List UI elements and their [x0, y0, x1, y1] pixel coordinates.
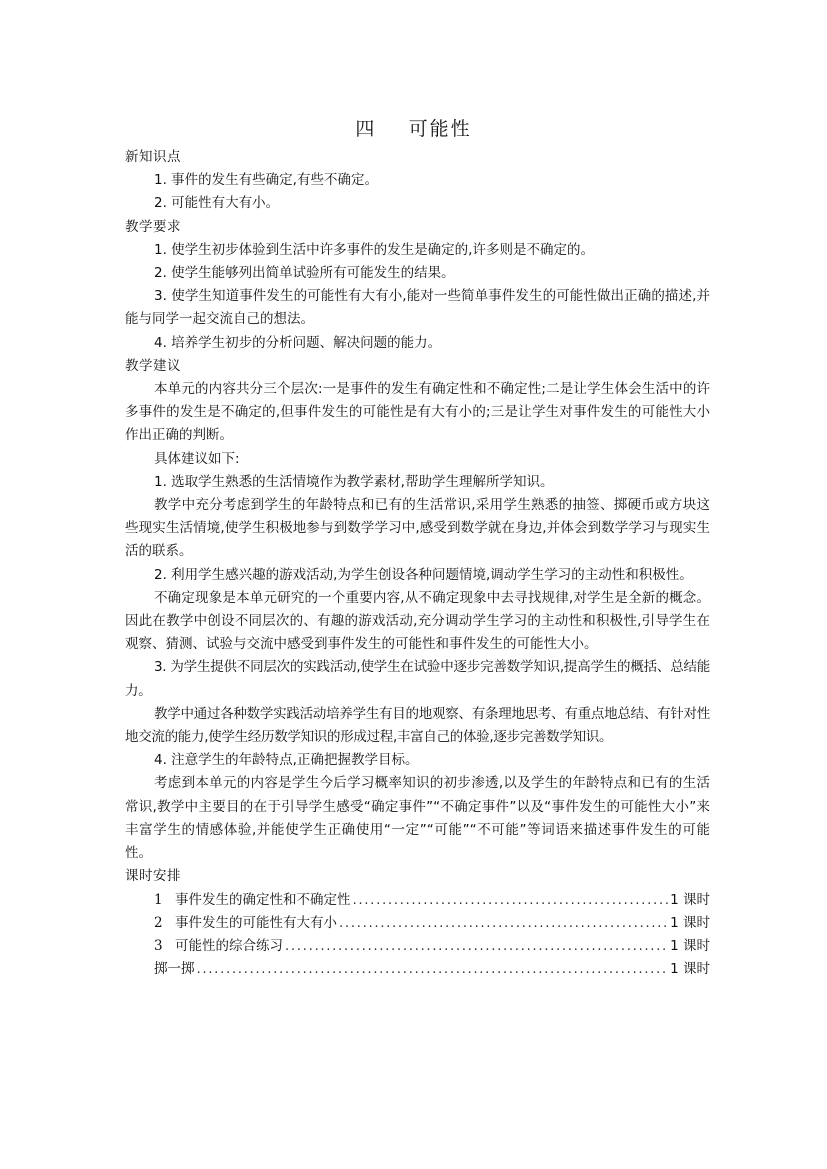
schedule-row-hours: 1 课时: [670, 914, 710, 931]
suggestion-paragraph: 4. 注意学生的年龄特点,正确把握教学目标。: [154, 752, 419, 769]
section-heading-schedule: 课时安排: [125, 868, 181, 885]
document-body: [125, 146, 710, 981]
requirement-item: 1. 使学生初步体验到生活中许多事件的发生是确定的,许多则是不确定的。: [154, 241, 594, 258]
section-heading-requirements: 教学要求: [125, 218, 181, 235]
schedule-row: [125, 912, 710, 935]
suggestion-paragraph: 2. 利用学生感兴趣的游戏活动,为学生创设各种问题情境,调动学生学习的主动性和积极性。: [154, 566, 693, 583]
page-title: 四 可能性: [355, 118, 472, 140]
schedule-row-hours: 1 课时: [670, 937, 710, 954]
knowledge-item: 1. 事件的发生有些确定,有些不确定。: [154, 172, 378, 189]
section-suggestions: [125, 355, 710, 865]
suggestion-paragraph: 考虑到本单元的内容是学生今后学习概率知识的初步渗透,以及学生的年龄特点和已有的生活常识,教学中主要目的在于引导学生感受“确定事件”“不确定事件”以及“事件发生的可能性大小”来丰富学生的情感体验,并能使学生正确使用“一定”“可能”“不可能”等词语来描述事件发生的可能性。: [125, 775, 710, 862]
schedule-row-title: 事件发生的可能性有大有小: [175, 914, 337, 931]
requirement-item: 2. 使学生能够列出简单试验所有可能发生的结果。: [154, 265, 455, 282]
suggestion-paragraph: 1. 选取学生熟悉的生活情境作为教学素材,帮助学生理解所学知识。: [154, 473, 554, 490]
schedule-row-title: 事件发生的确定性和不确定性: [175, 891, 351, 908]
schedule-row-title: 掷一掷: [154, 961, 195, 978]
schedule-row-number: 2: [154, 914, 163, 931]
schedule-row-hours: 1 课时: [670, 961, 710, 978]
knowledge-item: 2. 可能性有大有小。: [154, 195, 280, 212]
schedule-row: [125, 958, 710, 981]
suggestion-paragraph: 具体建议如下:: [154, 450, 240, 467]
section-knowledge: [125, 146, 710, 216]
section-heading-knowledge: 新知识点: [125, 149, 181, 165]
schedule-row: [125, 889, 710, 912]
section-schedule: [125, 865, 710, 981]
requirement-item: 4. 培养学生初步的分析问题、解决问题的能力。: [154, 334, 442, 351]
requirement-item: 3. 使学生知道事件发生的可能性有大有小,能对一些简单事件发生的可能性做出正确的描述,并能与同学一起交流自己的想法。: [125, 288, 710, 328]
schedule-row-title: 可能性的综合练习: [175, 937, 283, 954]
suggestion-paragraph: 教学中充分考虑到学生的年龄特点和已有的生活常识,采用学生熟悉的抽签、掷硬币或方块这些现实生活情境,使学生积极地参与到数学学习中,感受到数学就在身边,并体会到数学学习与现实生活的联系。: [125, 497, 710, 560]
section-heading-suggestions: 教学建议: [125, 357, 181, 374]
suggestion-paragraph: 教学中通过各种数学实践活动培养学生有目的地观察、有条理地思考、有重点地总结、有针对性地交流的能力,使学生经历数学知识的形成过程,丰富自己的体验,逐步完善数学知识。: [125, 705, 710, 746]
schedule-row-hours: 1 课时: [670, 891, 710, 908]
dot-leader: [285, 935, 668, 958]
dot-leader: [353, 889, 669, 912]
dot-leader: [339, 912, 668, 935]
schedule-row-number: 3: [154, 937, 163, 954]
suggestion-paragraph: 3. 为学生提供不同层次的实践活动,使学生在试验中逐步完善数学知识,提高学生的概括、总结能力。: [125, 659, 710, 699]
suggestion-paragraph: 不确定现象是本单元研究的一个重要内容,从不确定现象中去寻找规律,对学生是全新的概念。因此在教学中创设不同层次的、有趣的游戏活动,充分调动学生学习的主动性和积极性,引导学生在观察、猜测、试验与交流中感受到事件发生的可能性和事件发生的可能性大小。: [125, 589, 710, 653]
section-requirements: [125, 216, 710, 355]
schedule-row-number: 1: [154, 891, 163, 908]
dot-leader: [197, 958, 669, 981]
suggestion-paragraph: 本单元的内容共分三个层次:一是事件的发生有确定性和不确定性;二是让学生体会生活中的许多事件的发生是不确定的,但事件发生的可能性是有大有小的;三是让学生对事件发生的可能性大小作出正确的判断。: [125, 381, 710, 444]
schedule-row: [125, 935, 710, 958]
